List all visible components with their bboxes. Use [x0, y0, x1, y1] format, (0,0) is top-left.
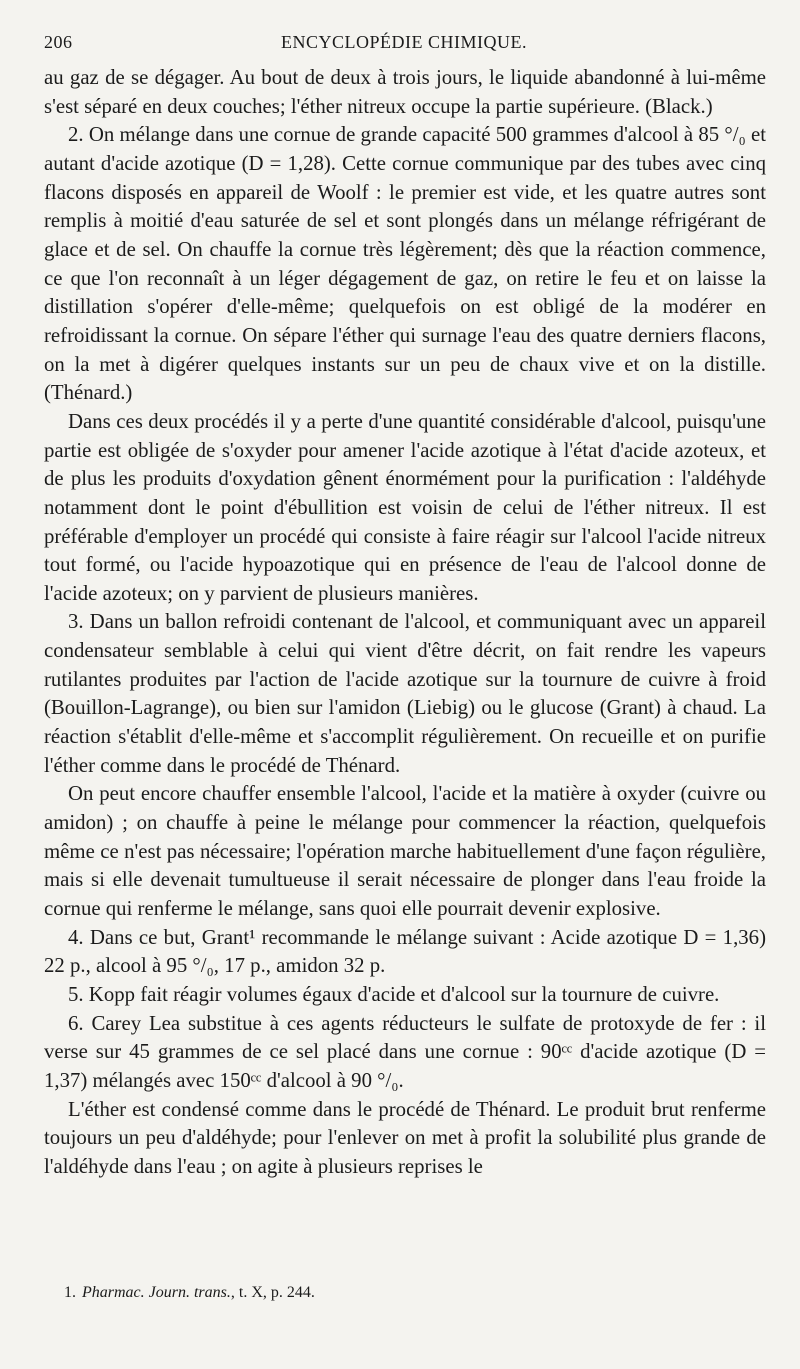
paragraph-procedure-3: 3. Dans un ballon refroidi contenant de l'alcool, et communiquant avec un appareil condensateur semblable à celui qui vient d'être décrit, on fait rendre les vapeurs rutilantes produites par l'action de l'acide azotique sur la tournure de cuivre à froid (Bouillon-Lagrange), ou bien sur l'amidon (Liebig) ou le glucose (Grant) à chaud. La réaction s'établit d'elle-même et s'accomplit régulièrement. On recueille et on purifie l'éther comme dans le procédé de Thénard.: [44, 610, 766, 777]
paragraph-procedure-2: 2. On mélange dans une cornue de grande capacité 500 grammes d'alcool à 85 °/₀ et autant d'acide azotique (D = 1,28). Cette cornue communique par des tubes avec cinq flacons disposés en appareil de Woolf : le premier est vide, et les quatre autres sont remplis à moitié d'eau saturée de sel et sont plongés dans un mélange réfrigérant de glace et de sel. On chauffe la cornue très légèrement; dès que la réaction commence, ce que l'on reconnaît à un léger dégagement de gaz, on retire le feu et on laisse la distillation s'opérer d'elle-même; quelquefois on est obligé de la modérer en refroidissant la cornue. On sépare l'éther qui surnage l'eau des quatre derniers flacons, on la met à digérer quelques instants sur un peu de chaux vive et on la distille. (Thénard.): [44, 123, 766, 405]
running-head: [44, 32, 764, 60]
page-number: 206: [44, 32, 73, 52]
body-text: [44, 64, 766, 1182]
paragraph-alternative: On peut encore chauffer ensemble l'alcool, l'acide et la matière à oxyder (cuivre ou amidon) ; on chauffe à peine le mélange pour commencer la réaction, quelquefois même ce n'est pas nécessaire; l'opération marche habituellement d'une façon régulière, mais si elle devenait tumultueuse il serait nécessaire de plonger dans l'eau froide la cornue qui renferme le mélange, sans quoi elle pourrait devenir explosive.: [44, 782, 766, 921]
footnote: [64, 1282, 764, 1304]
paragraph-purification: L'éther est condensé comme dans le procédé de Thénard. Le produit brut renferme toujours un peu d'aldéhyde; pour l'enlever on met à profit la solubilité plus grande de l'aldéhyde dans l'eau ; on agite à plusieurs reprises le: [44, 1097, 766, 1178]
footnote-number: 1.: [64, 1284, 76, 1301]
running-title: ENCYCLOPÉDIE CHIMIQUE.: [281, 32, 527, 52]
footnote-reference: , t. X, p. 244.: [230, 1284, 315, 1301]
footnote-source: Pharmac. Journ. trans.: [82, 1284, 231, 1301]
paragraph-procedure-4: 4. Dans ce but, Grant¹ recommande le mélange suivant : Acide azotique D = 1,36) 22 p., alcool à 95 °/₀, 17 p., amidon 32 p.: [44, 925, 766, 978]
paragraph-continuation: au gaz de se dégager. Au bout de deux à trois jours, le liquide abandonné à lui-même s'est séparé en deux couches; l'éther nitreux occupe la partie supérieure. (Black.): [44, 66, 766, 118]
paragraph-discussion: Dans ces deux procédés il y a perte d'une quantité considérable d'alcool, puisqu'une partie est obligée de s'oxyder pour amener l'acide azotique à l'état d'acide azoteux, et de plus les produits d'oxydation gênent énormément pour la purification : l'aldéhyde notamment dont le point d'ébullition est voisin de celui de l'éther nitreux. Il est préférable d'employer un procédé qui consiste à faire réagir sur l'alcool l'acide nitreux tout formé, ou l'acide hypoazotique qui en présence de l'eau de l'alcool donne de l'acide azoteux; on y parvient de plusieurs manières.: [44, 409, 766, 605]
paragraph-procedure-5: 5. Kopp fait réagir volumes égaux d'acide et d'alcool sur la tournure de cuivre.: [68, 983, 720, 1006]
paragraph-procedure-6: 6. Carey Lea substitue à ces agents réducteurs le sulfate de protoxyde de fer : il verse sur 45 grammes de ce sel placé dans une cornue : 90ᶜᶜ d'acide azotique (D = 1,37) mélangés avec 150ᶜᶜ d'alcool à 90 °/₀.: [44, 1011, 766, 1092]
